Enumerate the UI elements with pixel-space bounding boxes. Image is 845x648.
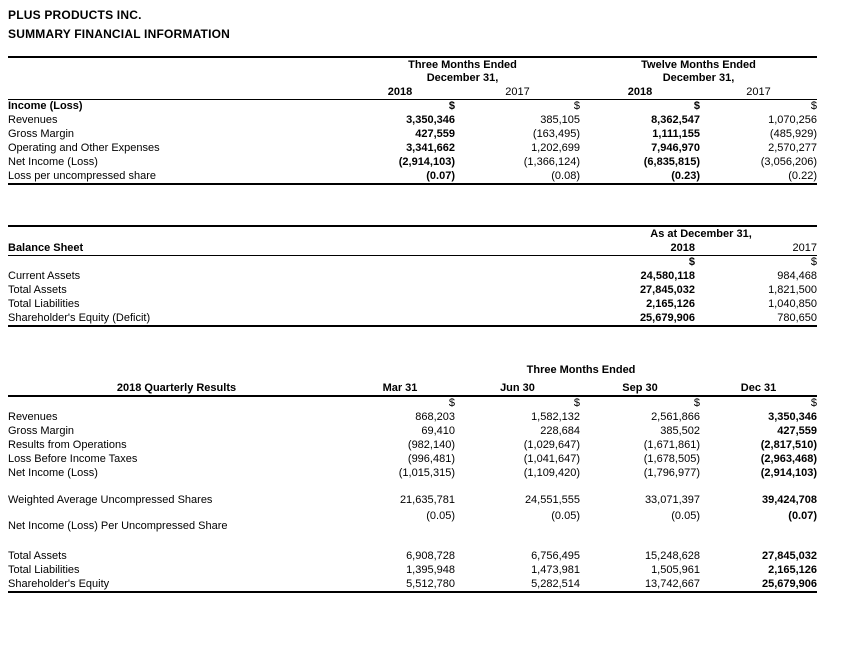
- column-header-year: 2018: [670, 242, 695, 254]
- cell-value: (485,929): [769, 128, 818, 140]
- spacer-cell: [8, 256, 585, 270]
- column-header-quarter: Mar 31: [382, 382, 418, 394]
- cell-value: 385,502: [660, 425, 700, 437]
- group-header-row: [8, 362, 817, 376]
- cell-value: 1,111,155: [652, 128, 700, 140]
- spacer-cell: [8, 535, 817, 549]
- cell-value: 2,561,866: [651, 411, 700, 423]
- currency-symbol: $: [688, 256, 695, 268]
- group-header-row: [8, 71, 817, 84]
- row-label: Total Assets: [8, 550, 67, 562]
- cell-value: (163,495): [532, 128, 580, 140]
- currency-symbol: $: [693, 397, 700, 409]
- cell-value: 868,203: [415, 411, 455, 423]
- table-row: [8, 283, 817, 297]
- table-row: [8, 169, 817, 184]
- cell-value: 25,679,906: [639, 312, 695, 324]
- row-label: Net Income (Loss): [8, 156, 98, 168]
- cell-value: (1,015,315): [398, 467, 455, 479]
- spacer-row: [8, 535, 817, 549]
- spacer-cell: [8, 396, 345, 410]
- cell-value: 21,635,781: [399, 494, 455, 506]
- cell-value: 1,202,699: [531, 142, 580, 154]
- cell-value: (1,109,420): [523, 467, 580, 479]
- table-row: [8, 155, 817, 169]
- cell-value: (1,796,977): [643, 467, 700, 479]
- group-header-date: December 31,: [662, 72, 735, 84]
- table-row: [8, 297, 817, 311]
- table-row: [8, 507, 817, 535]
- cell-value: 25,679,906: [761, 578, 818, 590]
- quarterly-results-table: [8, 362, 817, 593]
- cell-value: (982,140): [407, 439, 455, 451]
- cell-value: 1,395,948: [406, 564, 455, 576]
- row-label: Gross Margin: [8, 128, 75, 140]
- group-header-date: December 31,: [426, 72, 499, 84]
- table-row: [8, 424, 817, 438]
- row-label: Operating and Other Expenses: [8, 142, 160, 154]
- group-header-row: [8, 57, 817, 71]
- currency-symbol: $: [693, 100, 700, 112]
- cell-value: 2,165,126: [646, 298, 695, 310]
- column-header-quarter: Jun 30: [500, 382, 535, 394]
- spacer-cell: [8, 362, 345, 376]
- cell-value: 427,559: [415, 128, 455, 140]
- table-row: [8, 410, 817, 424]
- spacer-row: [8, 480, 817, 493]
- row-label: Shareholder's Equity: [8, 578, 110, 590]
- cell-value: 39,424,708: [761, 494, 818, 506]
- cell-value: 780,650: [777, 312, 817, 324]
- cell-value: 27,845,032: [639, 284, 695, 296]
- column-header-year: 2017: [746, 86, 771, 98]
- cell-value: 3,350,346: [406, 114, 455, 126]
- cell-value: 2,165,126: [768, 564, 818, 576]
- row-label: Total Liabilities: [8, 298, 80, 310]
- currency-row: [8, 396, 817, 410]
- cell-value: 13,742,667: [644, 578, 700, 590]
- company-name: PLUS PRODUCTS INC.: [8, 8, 142, 22]
- year-header-row: [8, 84, 817, 100]
- row-label: Net Income (Loss) Per Uncompressed Share: [8, 520, 228, 532]
- cell-value: (1,678,505): [643, 453, 700, 465]
- group-header-three-months: Three Months Ended: [526, 364, 636, 376]
- cell-value: 1,040,850: [768, 298, 817, 310]
- currency-row: [8, 256, 817, 270]
- cell-value: 3,350,346: [768, 411, 818, 423]
- cell-value: 15,248,628: [644, 550, 700, 562]
- section-label: Balance Sheet: [8, 242, 84, 254]
- cell-value: 3,341,662: [406, 142, 455, 154]
- cell-value: 1,505,961: [651, 564, 700, 576]
- cell-value: 228,684: [540, 425, 580, 437]
- spacer-cell: [8, 480, 817, 493]
- spacer-cell: [8, 57, 345, 71]
- cell-value: 69,410: [421, 425, 455, 437]
- currency-symbol: $: [810, 397, 818, 409]
- row-label: Total Assets: [8, 284, 67, 296]
- currency-symbol: $: [448, 397, 455, 409]
- cell-value: (1,029,647): [523, 439, 580, 451]
- cell-value: 6,908,728: [406, 550, 455, 562]
- currency-symbol: $: [810, 100, 818, 112]
- column-header-year: 2018: [627, 86, 653, 98]
- cell-value: (0.05): [551, 510, 580, 522]
- table-row: [8, 466, 817, 480]
- spacer-cell: [8, 71, 345, 84]
- income-loss-table: [8, 56, 817, 185]
- row-label: Net Income (Loss): [8, 467, 98, 479]
- cell-value: (6,835,815): [643, 156, 700, 168]
- cell-value: 33,071,397: [644, 494, 700, 506]
- table-row: [8, 141, 817, 155]
- year-header-row: [8, 240, 817, 256]
- cell-value: (1,041,647): [523, 453, 580, 465]
- cell-value: 2,570,277: [768, 142, 818, 154]
- cell-value: 7,946,970: [651, 142, 700, 154]
- table-row: [8, 127, 817, 141]
- row-label: Total Liabilities: [8, 564, 80, 576]
- table-row: [8, 577, 817, 592]
- group-header-twelve-months: Twelve Months Ended: [641, 59, 756, 71]
- cell-value: (2,914,103): [760, 467, 818, 479]
- cell-value: (3,056,206): [760, 156, 818, 168]
- table-row: [8, 563, 817, 577]
- cell-value: 1,582,132: [531, 411, 580, 423]
- group-header-as-at: As at December 31,: [650, 228, 752, 240]
- column-header-quarter: Sep 30: [622, 382, 658, 394]
- row-label: Shareholder's Equity (Deficit): [8, 312, 151, 324]
- column-header-year: 2017: [505, 86, 530, 98]
- row-label: Current Assets: [8, 270, 81, 282]
- currency-symbol: $: [448, 100, 455, 112]
- cell-value: 1,070,256: [768, 114, 818, 126]
- currency-symbol: $: [573, 397, 580, 409]
- table-row: [8, 549, 817, 563]
- cell-value: (0.22): [788, 170, 818, 182]
- column-header-year: 2018: [387, 86, 413, 98]
- currency-symbol: $: [810, 256, 817, 268]
- cell-value: 27,845,032: [761, 550, 818, 562]
- cell-value: 5,282,514: [531, 578, 580, 590]
- cell-value: 6,756,495: [531, 550, 580, 562]
- cell-value: 385,105: [540, 114, 580, 126]
- cell-value: 24,551,555: [524, 494, 580, 506]
- cell-value: 1,473,981: [531, 564, 580, 576]
- cell-value: 8,362,547: [651, 114, 700, 126]
- row-label: Loss per uncompressed share: [8, 170, 156, 182]
- row-label: Loss Before Income Taxes: [8, 453, 138, 465]
- cell-value: 1,821,500: [768, 284, 817, 296]
- currency-row: [8, 100, 817, 114]
- row-label: Gross Margin: [8, 425, 75, 437]
- cell-value: (2,963,468): [760, 453, 818, 465]
- row-label: Results from Operations: [8, 439, 127, 451]
- column-header-year: 2017: [792, 242, 817, 254]
- cell-value: (0.07): [426, 170, 455, 182]
- spacer-cell: [8, 84, 345, 100]
- spacer-cell: [8, 226, 585, 240]
- cell-value: (0.05): [671, 510, 700, 522]
- cell-value: (2,914,103): [398, 156, 455, 168]
- row-label: Weighted Average Uncompressed Shares: [8, 494, 213, 506]
- group-header-three-months: Three Months Ended: [408, 59, 517, 71]
- row-label: Revenues: [8, 411, 58, 423]
- table-row: [8, 452, 817, 466]
- currency-symbol: $: [573, 100, 580, 112]
- quarter-header-row: [8, 376, 817, 396]
- cell-value: 5,512,780: [406, 578, 455, 590]
- table-row: [8, 311, 817, 326]
- cell-value: (0.08): [551, 170, 580, 182]
- cell-value: (1,366,124): [523, 156, 580, 168]
- cell-value: (1,671,861): [643, 439, 700, 451]
- page-title: SUMMARY FINANCIAL INFORMATION: [8, 27, 231, 41]
- row-label: Revenues: [8, 114, 58, 126]
- column-header-quarter: Dec 31: [740, 382, 777, 394]
- cell-value: 427,559: [777, 425, 818, 437]
- cell-value: 984,468: [777, 270, 817, 282]
- cell-value: (0.23): [671, 170, 700, 182]
- cell-value: (2,817,510): [760, 439, 818, 451]
- table-row: [8, 269, 817, 283]
- table-row: [8, 113, 817, 127]
- group-header-row: [8, 226, 817, 240]
- section-label: Income (Loss): [8, 100, 83, 112]
- cell-value: (0.05): [426, 510, 455, 522]
- section-label: 2018 Quarterly Results: [116, 382, 237, 394]
- cell-value: (996,481): [407, 453, 455, 465]
- cell-value: (0.07): [788, 510, 818, 522]
- cell-value: 24,580,118: [640, 270, 695, 282]
- table-row: [8, 438, 817, 452]
- table-row: [8, 493, 817, 507]
- balance-sheet-table: [8, 225, 817, 327]
